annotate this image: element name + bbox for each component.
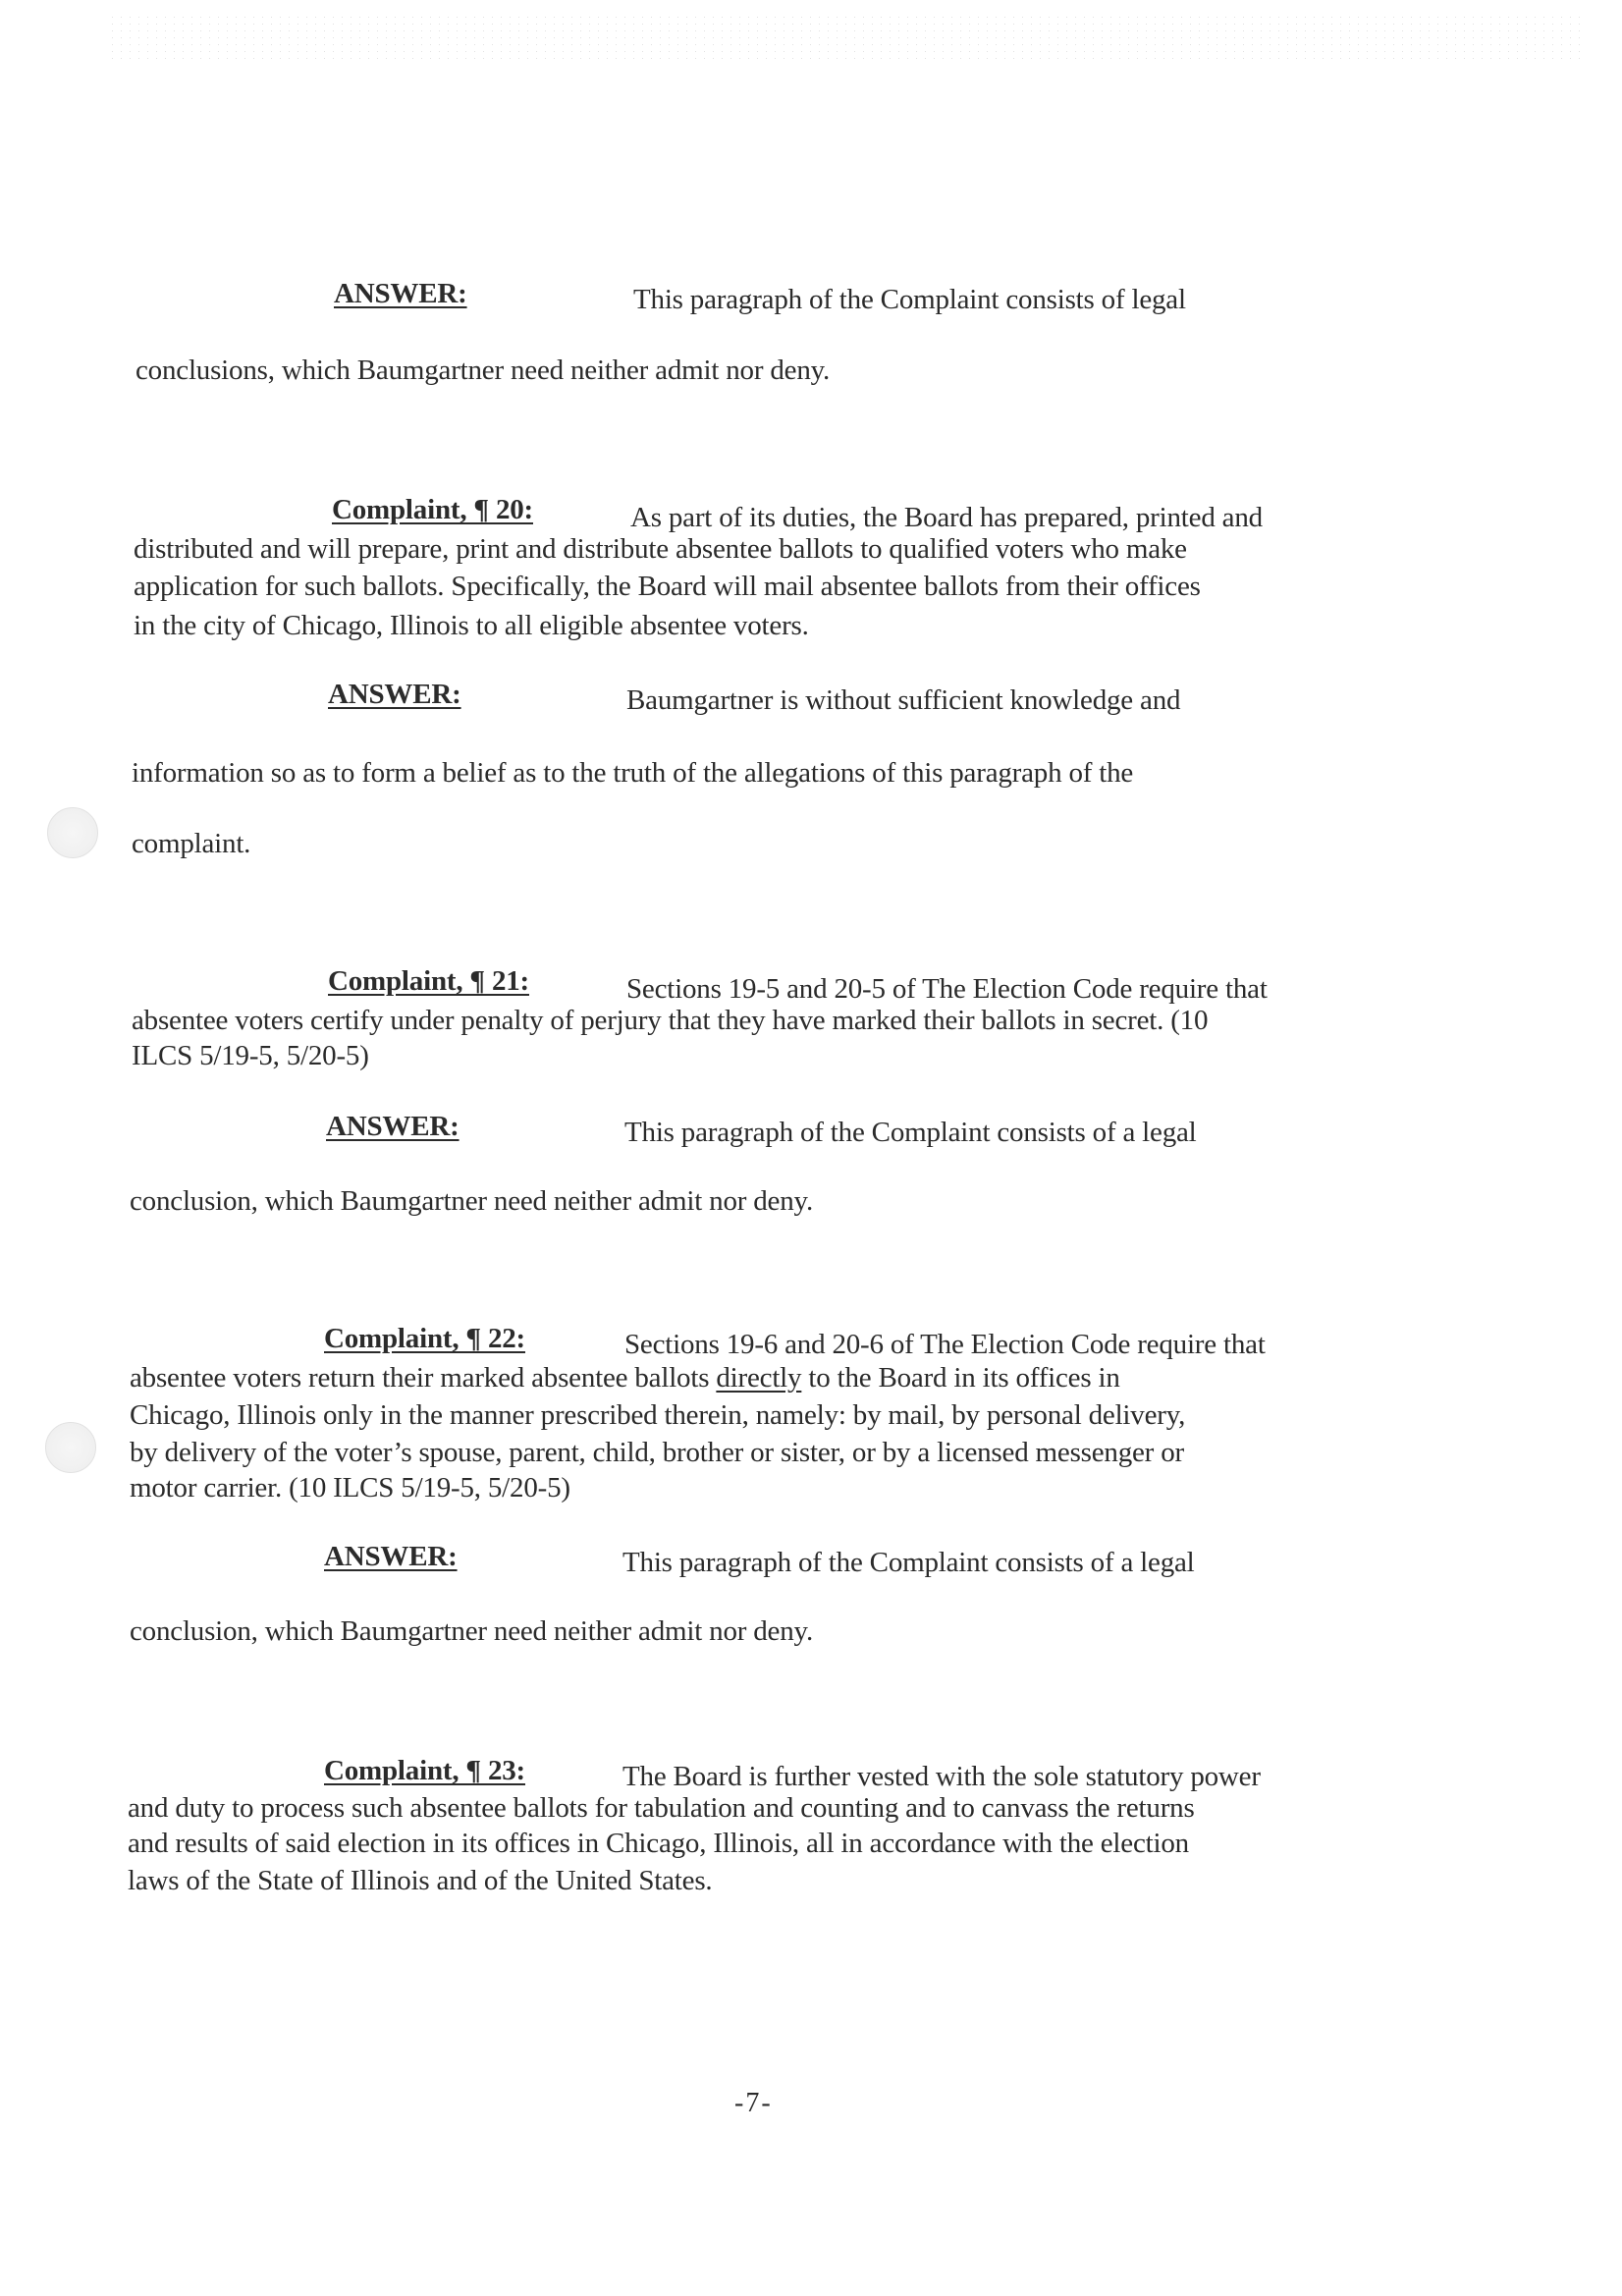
- answer-first-line: Baumgartner is without sufficient knowledge and: [626, 684, 1181, 716]
- complaint-line: and duty to process such absentee ballots for tabulation and counting and to canvass the returns: [128, 1792, 1195, 1824]
- answer-label: ANSWER:: [334, 278, 467, 309]
- complaint-line: [130, 1359, 1120, 1396]
- scan-artifact: [108, 14, 1581, 63]
- complaint-line: laws of the State of Illinois and of the United States.: [128, 1865, 713, 1896]
- complaint-line: absentee voters certify under penalty of perjury that they have marked their ballots in secret. (10: [132, 1005, 1209, 1036]
- line-text: to the Board in its offices in: [801, 1362, 1120, 1394]
- answer-first-line: This paragraph of the Complaint consists of a legal: [624, 1117, 1197, 1148]
- answer-line: conclusion, which Baumgartner need neither admit nor deny.: [130, 1615, 813, 1647]
- answer-label: ANSWER:: [324, 1541, 458, 1572]
- complaint-label: Complaint, ¶ 23:: [324, 1755, 525, 1786]
- answer-line: information so as to form a belief as to the truth of the allegations of this paragraph of the: [132, 757, 1134, 789]
- complaint-line: distributed and will prepare, print and distribute absentee ballots to qualified voters who make: [134, 533, 1187, 565]
- complaint-line: by delivery of the voter’s spouse, parent, child, brother or sister, or by a licensed messenger or: [130, 1437, 1184, 1468]
- complaint-line: Chicago, Illinois only in the manner prescribed therein, namely: by mail, by personal delivery,: [130, 1399, 1186, 1431]
- complaint-first-line: Sections 19-5 and 20-5 of The Election Code require that: [626, 973, 1268, 1005]
- line-text: absentee voters return their marked absentee ballots: [130, 1362, 717, 1394]
- answer-label: ANSWER:: [326, 1111, 460, 1142]
- complaint-first-line: Sections 19-6 and 20-6 of The Election Code require that: [624, 1329, 1266, 1360]
- punch-hole-mark: [47, 807, 98, 858]
- complaint-line: motor carrier. (10 ILCS 5/19-5, 5/20-5): [130, 1472, 570, 1503]
- answer-line: conclusions, which Baumgartner need neither admit nor deny.: [135, 355, 831, 386]
- answer-line: conclusion, which Baumgartner need neither admit nor deny.: [130, 1185, 813, 1217]
- answer-first-line: This paragraph of the Complaint consists of a legal: [622, 1547, 1195, 1578]
- complaint-line: in the city of Chicago, Illinois to all eligible absentee voters.: [134, 610, 809, 641]
- complaint-first-line: The Board is further vested with the sole statutory power: [622, 1761, 1261, 1792]
- complaint-line: ILCS 5/19-5, 5/20-5): [132, 1040, 369, 1071]
- complaint-label: Complaint, ¶ 22:: [324, 1323, 525, 1354]
- emphasis-underlined-word: directly: [716, 1362, 802, 1394]
- complaint-first-line: As part of its duties, the Board has prepared, printed and: [630, 502, 1263, 533]
- answer-line: complaint.: [132, 828, 251, 859]
- complaint-label: Complaint, ¶ 20:: [332, 494, 533, 525]
- complaint-line: application for such ballots. Specifically, the Board will mail absentee ballots from their offices: [134, 571, 1201, 602]
- complaint-line: and results of said election in its offices in Chicago, Illinois, all in accordance with the election: [128, 1828, 1189, 1859]
- complaint-label: Complaint, ¶ 21:: [328, 965, 529, 997]
- page-number: -7-: [734, 2088, 773, 2118]
- punch-hole-mark: [45, 1422, 96, 1473]
- answer-first-line: This paragraph of the Complaint consists of legal: [633, 284, 1186, 315]
- answer-label: ANSWER:: [328, 679, 461, 710]
